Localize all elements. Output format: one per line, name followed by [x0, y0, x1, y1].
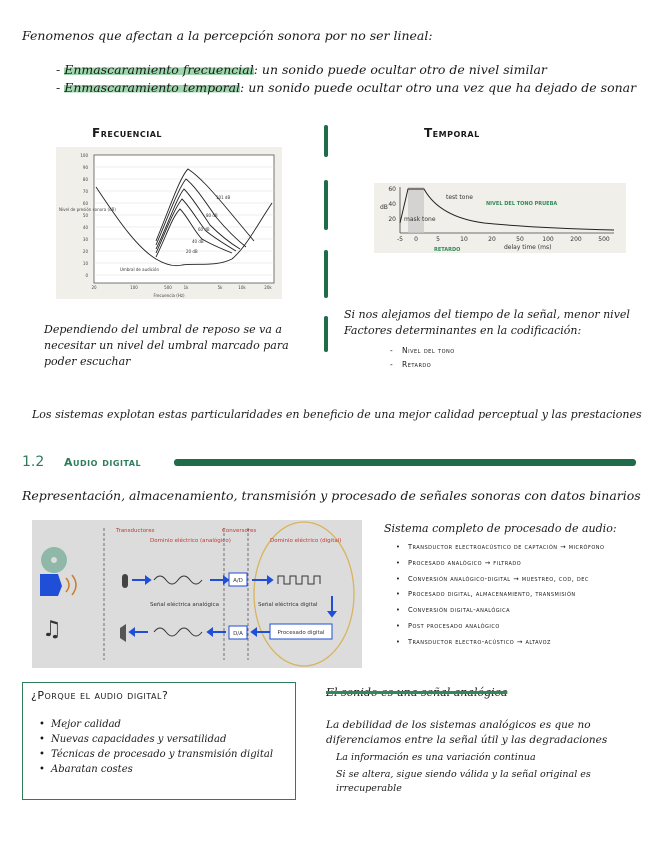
x-tick: 50	[516, 236, 524, 243]
column-divider	[324, 180, 328, 230]
x-tick: 20	[488, 236, 496, 243]
test-tone-label: test tone	[446, 194, 473, 201]
y-tick: 20	[388, 216, 396, 223]
x-tick: 1k	[183, 285, 189, 290]
list-item: • Mejor calidad	[39, 717, 273, 732]
x-tick: 200	[570, 236, 582, 243]
column-divider	[324, 250, 328, 298]
temporal-factors-list	[390, 344, 455, 372]
intro-bullet-temporal: - Enmascaramiento temporal: un sonido puede ocultar otro una vez que ha dejado de sonar	[56, 80, 637, 95]
list-item: • Nuevas capacidades y versatilidad	[39, 732, 273, 747]
y-tick: 50	[82, 213, 88, 218]
mask-tone-label: mask tone	[404, 216, 436, 223]
x-tick: 500	[164, 285, 172, 290]
intro-bullet-frequency: - Enmascaramiento frecuencial: un sonido puede ocultar otro de nivel similar	[56, 62, 547, 77]
frequency-note: Dependiendo del umbral de reposo se va a necesitar un nivel del umbral marcado para poder escuchar	[44, 323, 289, 368]
col-label: Conversores	[222, 528, 257, 534]
x-tick: -5	[397, 236, 403, 243]
list-item: • Técnicas de procesado y transmisión digital	[39, 747, 273, 762]
system-title: Sistema completo de procesado de audio:	[384, 522, 617, 535]
column-divider	[324, 316, 328, 352]
list-item: • Transductor electro-acústico → altavoz	[396, 635, 604, 651]
y-tick: 100	[80, 153, 88, 158]
list-item: • Post procesado analógico	[396, 619, 604, 635]
list-item: - Retardo	[390, 358, 455, 372]
analog-continuous-text: La información es una variación continua	[336, 752, 536, 763]
temporal-note-1: Si nos alejamos del tiempo de la señal, menor nivel	[344, 308, 630, 321]
curve-label: 101 dB	[216, 195, 231, 200]
y-tick: 10	[82, 261, 88, 266]
threshold-label: Umbral de audición	[120, 267, 160, 272]
curve-label: 80 dB	[206, 213, 218, 218]
list-item: • Conversión digital-analógica	[396, 603, 604, 619]
col-label: Transductores	[116, 528, 155, 534]
curve-label: 20 dB	[186, 249, 198, 254]
temporal-masking-term: Enmascaramiento temporal	[64, 80, 241, 95]
analog-weakness-text: La debilidad de los sistemas analógicos es que no diferenciamos entre la señal útil y las degradaciones	[326, 719, 608, 746]
system-steps-list	[396, 540, 604, 651]
ad-converter-label: A/D	[233, 578, 243, 584]
analog-irrecoverable-text: Si se altera, sigue siendo válida y la señal original es irrecuperable	[336, 769, 591, 794]
y-tick: 40	[82, 225, 88, 230]
y-tick: 30	[82, 237, 88, 242]
analog-signal-strikethrough: El sonido es una señal analógica	[326, 686, 508, 699]
music-notes-icon: ♫	[42, 617, 62, 642]
audio-system-figure	[32, 520, 362, 668]
y-tick: 90	[82, 165, 88, 170]
temporal-masking-chart	[374, 183, 626, 253]
representation-text: Representación, almacenamiento, transmisión y procesado de señales sonoras con datos binarios	[22, 488, 641, 503]
da-converter-label: D/A	[233, 631, 243, 637]
temporal-heading: Temporal	[424, 126, 480, 140]
y-tick: 40	[388, 201, 396, 208]
retardo-label: RETARDO	[434, 247, 461, 253]
col-label: Dominio eléctrico (analógico)	[150, 538, 231, 544]
why-digital-box	[22, 682, 296, 800]
list-item: • Abaratan costes	[39, 762, 273, 777]
x-tick: 100	[542, 236, 554, 243]
list-item: • Conversión analógico-digital → muestreo, cod, dec	[396, 572, 604, 588]
x-axis-label: Frecuencia (Hz)	[153, 293, 185, 298]
temporal-masking-text: : un sonido puede ocultar otro una vez que ha dejado de sonar	[240, 80, 637, 95]
x-tick: 500	[598, 236, 610, 243]
temporal-masking-figure	[374, 183, 626, 253]
curve-label: 60 dB	[198, 227, 210, 232]
frequency-masking-text: : un sonido puede ocultar otro de nivel similar	[253, 62, 547, 77]
microphone-icon	[122, 574, 128, 588]
list-item: • Procesado digital, almacenamiento, transmisión	[396, 587, 604, 603]
list-item: • Procesado analógico → filtrado	[396, 556, 604, 572]
test-level-label: NIVEL DEL TONO PRUEBA	[486, 201, 558, 207]
list-item: • Transductor electroacústico de captación → micrófono	[396, 540, 604, 556]
frequency-masking-term: Enmascaramiento frecuencial	[64, 62, 254, 77]
frequency-heading: Frecuencial	[92, 126, 162, 140]
x-axis-label: delay time (ms)	[504, 244, 552, 251]
section-rule	[174, 459, 636, 466]
x-tick: 5k	[217, 285, 223, 290]
audio-system-diagram	[32, 520, 362, 668]
y-tick: 20	[82, 249, 88, 254]
why-digital-title: ¿Porque el audio digital?	[31, 689, 169, 702]
y-tick: 70	[82, 189, 88, 194]
digital-processing-label: Procesado digital	[277, 630, 325, 636]
col-label: Dominio eléctrico (digital)	[270, 538, 342, 544]
x-tick: 100	[130, 285, 138, 290]
y-axis-label: dB	[380, 204, 388, 211]
x-tick: 5	[436, 236, 440, 243]
why-digital-list	[39, 717, 273, 777]
y-tick: 60	[82, 201, 88, 206]
x-tick: 20	[91, 285, 97, 290]
section-title: Audio digital	[64, 456, 142, 469]
x-tick: 20k	[264, 285, 272, 290]
curve-label: 40 dB	[192, 239, 204, 244]
voice-icon	[40, 574, 62, 596]
x-tick: 10	[460, 236, 468, 243]
temporal-note-2: Factores determinantes en la codificación:	[344, 324, 582, 337]
intro-title: Fenomenos que afectan a la percepción sonora por no ser lineal:	[22, 28, 433, 43]
section-number: 1.2	[22, 454, 45, 470]
column-divider	[324, 125, 328, 157]
digital-signal-label: Señal eléctrica digital	[258, 602, 318, 608]
y-tick: 80	[82, 177, 88, 182]
frequency-masking-figure	[56, 147, 282, 299]
frequency-masking-chart	[56, 147, 282, 299]
analog-signal-label: Señal eléctrica analógica	[150, 602, 219, 608]
y-tick: 60	[388, 186, 396, 193]
systems-note: Los sistemas explotan estas particularidades en beneficio de una mejor calidad perceptual y las prestaciones	[32, 408, 642, 421]
x-tick: 0	[414, 236, 418, 243]
y-axis-label: Nivel de presión sonora (dB)	[59, 207, 116, 212]
list-item: - Nivel del tono	[390, 344, 455, 358]
y-tick: 0	[85, 273, 88, 278]
x-tick: 10k	[238, 285, 246, 290]
